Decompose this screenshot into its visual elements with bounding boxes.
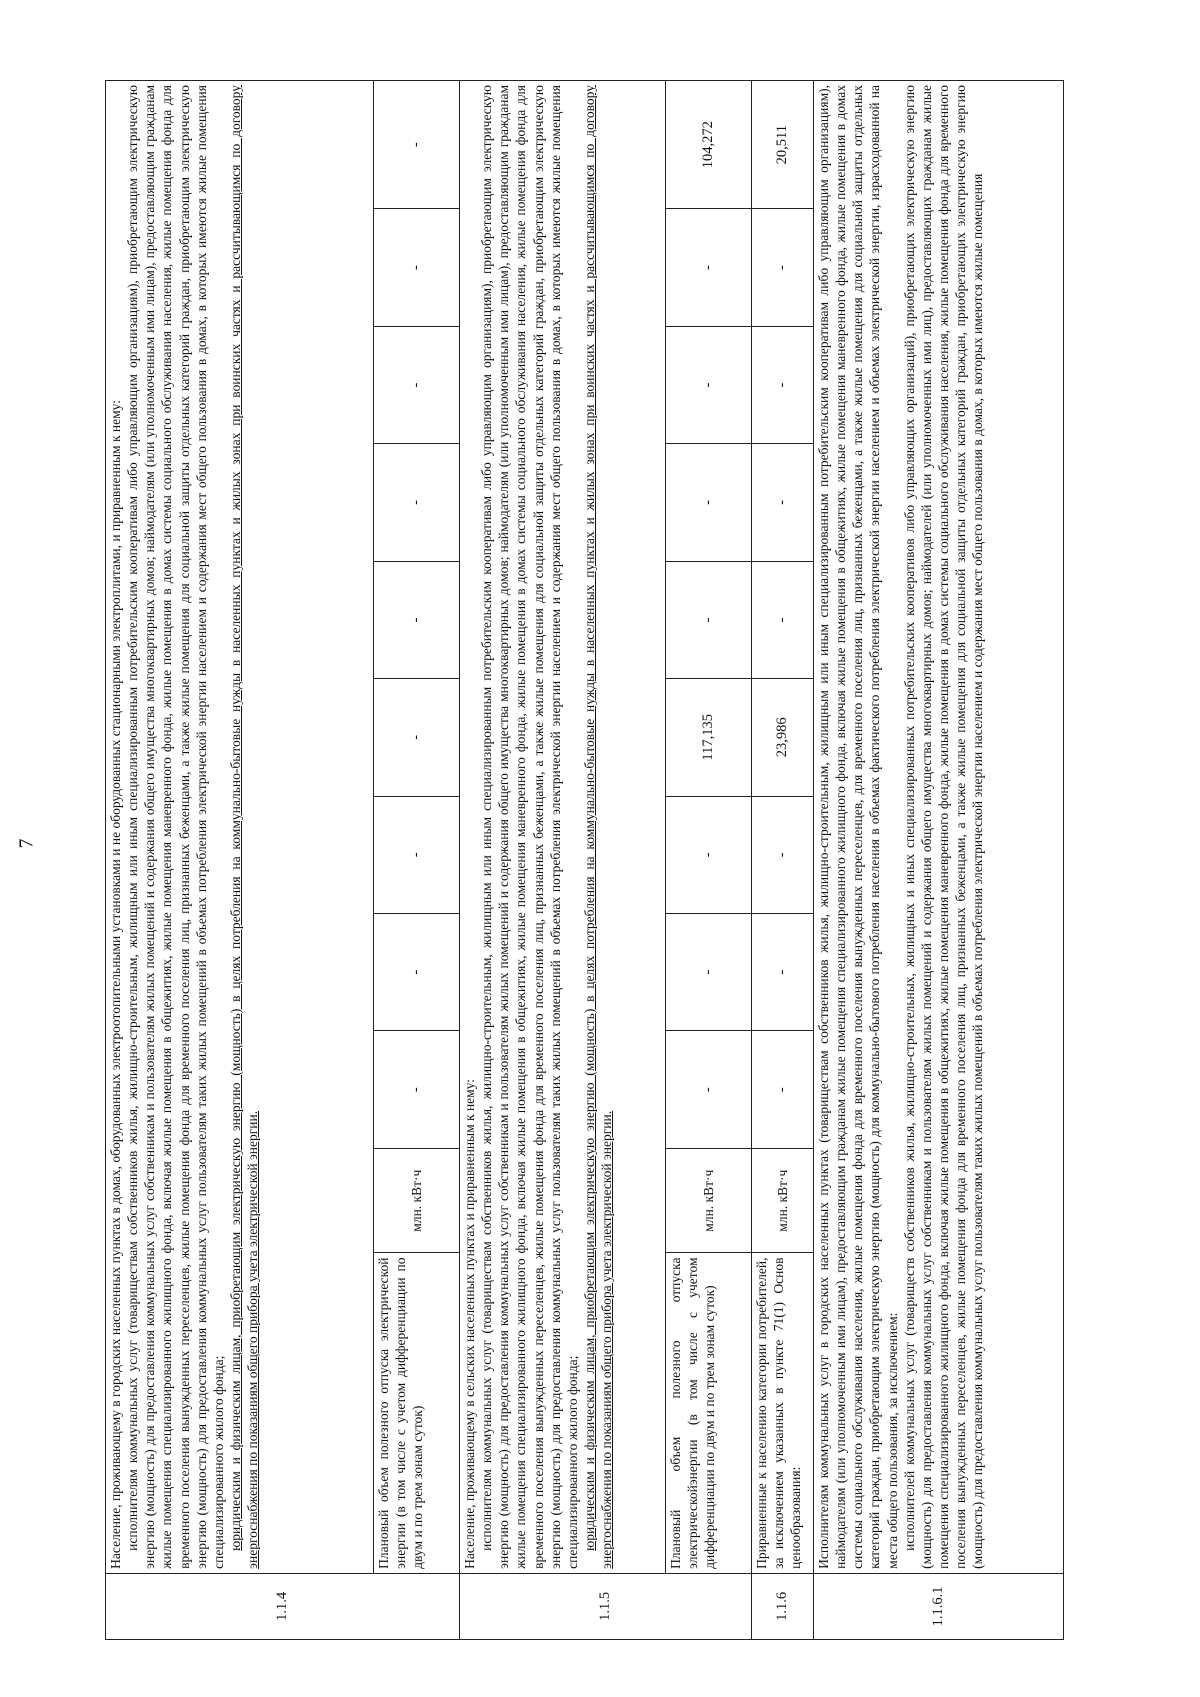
page-number: 7 [15,838,38,849]
table-row [374,81,460,1640]
value-cell: 117,135 [666,679,752,796]
row-number: 1.1.6 [752,1573,814,1639]
description-paragraph: исполнителей коммунальных услуг (товариществ собственников жилья, жилищно-строительных, жилищных и иных специализированных потребительских кооперативов либо управляющих организаций), приобретающих электрическую энергию (мощность) для предоставления коммунальных услуг собственникам и пользователям жилых помещений и содержания общего имущества многоквартирных домов; наймодателей (или уполномоченных ими лиц), предоставляющих гражданам жилые помещения специализированного жилищного фонда, включая жилые помещения в общежитиях, жилые помещения маневренного фонда, жилые помещения в домах системы социального обслуживания населения, жилые помещения фонда для временного поселения вынужденных переселенцев, жилые помещения фонда для временного поселения лиц, признанных беженцами, а также жилые помещения для социальной защиты отдельных категорий граждан, приобретающих электрическую энергию (мощность) для предоставления коммунальных услуг пользователям таких жилых помещений в объемах потребления электрической энергии населением и содержания мест общего пользования в домах, в которых имеются жилые помещения [901,85,986,1569]
description-paragraph: исполнителям коммунальных услуг (товариществам собственников жилья, жилищно-строительным, жилищным или иным специализированным потребительским кооперативам либо управляющим организациям), приобретающим электрическую энергию (мощность) для предоставления коммунальных услуг собственникам и пользователям жилых помещений и содержания общего имущества многоквартирных домов; наймодателям (или уполномоченным ими лицам), предоставляющим гражданам жилые помещения специализированного жилищного фонда, включая жилые помещения в общежитиях, жилые помещения маневренного фонда, жилые помещения в домах системы социального обслуживания населения, жилые помещения фонда для временного поселения вынужденных переселенцев, жилые помещения фонда для временного поселения лиц, признанных беженцами, а также жилые помещения для социальной защиты отдельных категорий граждан, приобретающим электрическую энергию (мощность) для предоставления коммунальных услуг пользователям таких жилых помещений в объемах потребления электрической энергии населением и содержания мест общего пользования в домах, в которых имеются жилые помещения специализированного жилого фонда; [125,85,226,1569]
value-cell: - [752,796,814,913]
rotated-page-content [105,80,1105,1640]
value-cell: - [666,1031,752,1148]
value-cell: - [374,914,460,1031]
row-label: Плановый объем полезного отпуска электрической энергии (в том числе с учетом дифференциации по двум и по трем зонам суток) [374,1253,460,1573]
unit-cell: млн. кВт·ч [752,1148,814,1253]
value-cell: - [374,1031,460,1148]
description-paragraph: юридическим и физическим лицам, приобретающим электрическую энергию (мощность) в целях потребления на коммунально-бытовые нужды в населенных пунктах и жилых зонах при воинских частях и рассчитывающимся по договору энергоснабжения по показаниям общего прибора учета электрической энергии. [581,85,615,1569]
value-cell: - [666,561,752,678]
value-cell: - [666,326,752,443]
row-description [460,81,666,1574]
value-cell: - [374,209,460,326]
value-cell: - [374,444,460,561]
value-cell: - [666,914,752,1031]
row-number: 1.1.4 [106,1573,460,1639]
unit-cell: млн. кВт·ч [374,1148,460,1253]
table-row [460,81,666,1640]
value-cell: - [374,796,460,913]
value-cell: - [374,561,460,678]
value-cell: - [752,561,814,678]
value-cell: - [374,81,460,209]
description-paragraph: исполнителям коммунальных услуг (товариществам собственников жилья, жилищно-строительным, жилищным или иным специализированным потребительским кооперативам либо управляющим организациям), приобретающим электрическую энергию (мощность) для предоставления коммунальных услуг собственникам и пользователям жилых помещений и содержания общего имущества многоквартирных домов; наймодателям (или уполномоченным ими лицам), предоставляющим гражданам жилые помещения специализированного жилищного фонда, включая жилые помещения в общежитиях, жилые помещения маневренного фонда, жилые помещения в домах системы социального обслуживания населения, жилые помещения фонда для временного поселения вынужденных переселенцев, жилые помещения фонда для временного поселения лиц, признанных беженцами, а также жилые помещения для социальной защиты отдельных категорий граждан, приобретающим электрическую энергию (мощность) для предоставления коммунальных услуг пользователям таких жилых помещений в объемах потребления электрической энергии населением и содержания мест общего пользования в домах, в которых имеются жилые помещения специализированного жилого фонда; [479,85,580,1569]
value-cell: - [374,326,460,443]
value-cell: - [752,1031,814,1148]
value-cell: - [666,209,752,326]
value-cell: - [666,444,752,561]
table-row [666,81,752,1640]
description-paragraph: Население, проживающему в сельских населенных пунктах и приравненным к нему: [462,1078,477,1569]
value-cell: - [752,914,814,1031]
table-row [814,81,1064,1640]
value-cell: 20,511 [752,81,814,209]
value-cell: 23,986 [752,679,814,796]
value-cell: - [752,209,814,326]
description-paragraph: юридическим и физическим лицам, приобретающим электрическую энергию (мощность) в целях потребления на коммунально-бытовые нужды в населенных пунктах и жилых зонах при воинских частях и рассчитывающимся по договору энергоснабжения по показаниям общего прибора учета электрической энергии. [227,85,261,1569]
value-cell: - [752,326,814,443]
row-label: Плановый объем полезного отпуска электрическойэнергии (в том числе с учетом дифференциации по двум и по трем зонам суток) [666,1253,752,1573]
row-description [814,81,1064,1574]
row-number: 1.1.5 [460,1573,752,1639]
value-cell: 104,272 [666,81,752,209]
table-row [106,81,374,1640]
row-number: 1.1.6.1 [814,1573,1064,1639]
description-paragraph: Исполнителям коммунальных услуг в городских населенных пунктах (товариществам собственников жилья, жилищно-строительным, жилищным или иным специализированным потребительским кооперативам либо управляющим организациям), наймодателям (или уполномоченным ими лицам), предоставляющим гражданам жилые помещения специализированного жилищного фонда, включая жилые помещения в общежитиях, жилые помещения маневренного фонда, жилые помещения в домах системы социального обслуживания населения, жилые помещения фонда для временного поселения вынужденных переселенцев, для временного поселения лиц, признанных беженцами, а также жилые помещения для социальной защиты отдельных категорий граждан, приобретающим электрическую энергию (мощность) для коммунально-бытового потребления населения в объемах фактического потребления электрической энергии населением и объемах электрической энергии, израсходованной на места общего пользования, за исключением: [816,85,900,1569]
value-cell: - [752,444,814,561]
description-paragraph: Население, проживающему в городских населенных пунктах в домах, оборудованных электроотопительными установками и не оборудованных стационарными электроплитами, и приравненным к нему: [108,400,123,1569]
value-cell: - [374,679,460,796]
value-cell: - [666,796,752,913]
unit-cell: млн. кВт·ч [666,1148,752,1253]
table-row [752,81,814,1640]
row-label: Приравненные к населению категории потребителей, за исключением указанных в пункте 71(1) Основ ценообразования: [752,1253,814,1573]
tariff-volume-table [105,80,1064,1640]
row-description [106,81,374,1574]
